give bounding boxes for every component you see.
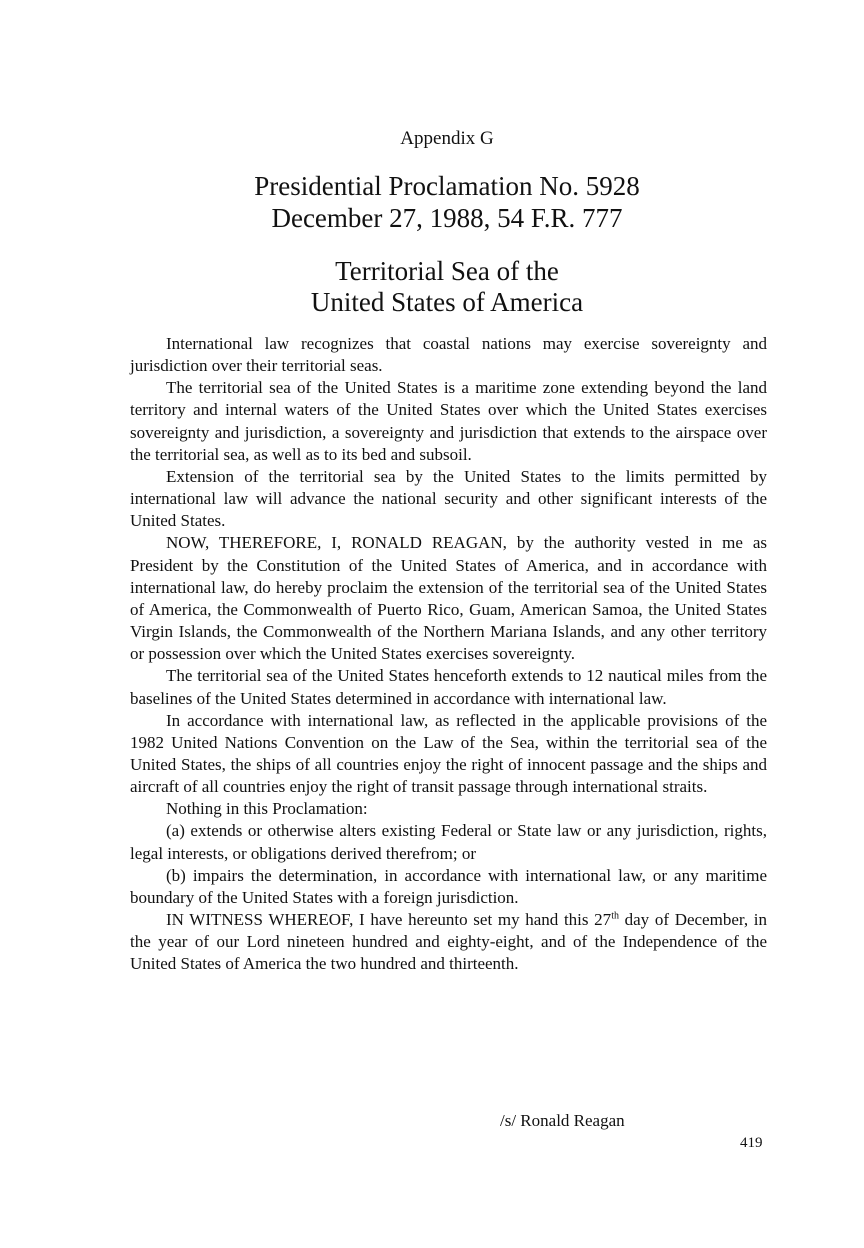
paragraph-7: Nothing in this Proclamation: xyxy=(166,799,368,819)
signature: /s/ Ronald Reagan xyxy=(500,1111,625,1130)
proclamation-body xyxy=(130,333,767,976)
paragraph-8: (a) extends or otherwise alters existing Federal or State law or any jurisdiction, rights, legal interests, or obligations derived therefrom; or xyxy=(130,821,767,863)
paragraph-3: Extension of the territorial sea by the United States to the limits permitted by international law will advance the national security and other significant interests of the United States. xyxy=(130,466,767,531)
paragraph-2: The territorial sea of the United States is a maritime zone extending beyond the land territory and internal waters of the United States over which the United States exercises sovereignty and jurisdiction, a sovereignty and jurisdiction that extends to the airspace over the territorial sea, as well as to its bed and subsoil. xyxy=(130,378,767,464)
page-subtitle xyxy=(0,256,864,318)
title-line-1: Presidential Proclamation No. 5928 xyxy=(254,171,640,201)
ordinal-suffix: th xyxy=(611,910,619,922)
title-line-2: December 27, 1988, 54 F.R. 777 xyxy=(271,203,623,233)
page-title xyxy=(0,170,864,234)
paragraph-6: In accordance with international law, as reflected in the applicable provisions of the 1982 United Nations Convention on the Law of the Sea, within the territorial sea of the United States, the ships of all countries enjoy the right of innocent passage and the ships and aircraft of all countries enjoy the right of transit passage through international straits. xyxy=(130,710,767,797)
paragraph-9: (b) impairs the determination, in accordance with international law, or any maritime boundary of the United States with a foreign jurisdiction. xyxy=(130,865,767,907)
paragraph-5: The territorial sea of the United States henceforth extends to 12 nautical miles from the baselines of the United States determined in accordance with international law. xyxy=(130,666,767,708)
subtitle-line-1: Territorial Sea of the xyxy=(335,256,559,286)
paragraph-10 xyxy=(130,909,767,975)
paragraph-4: NOW, THEREFORE, I, RONALD REAGAN, by the authority vested in me as President by the Constitution of the United States of America, and in accordance with international law, do hereby proclaim the extension of the territorial sea of the United States of America, the Commonwealth of Puerto Rico, Guam, American Samoa, the United States Virgin Islands, the Commonwealth of the Northern Mariana Islands, and any other territory or possession over which the United States exercises sovereignty. xyxy=(130,533,767,664)
appendix-label: Appendix G xyxy=(400,128,494,149)
witness-text-start: IN WITNESS WHEREOF, I have hereunto set my hand this 27 xyxy=(166,910,612,930)
paragraph-1: International law recognizes that coastal nations may exercise sovereignty and jurisdiction over their territorial seas. xyxy=(130,334,767,376)
witness-text-end: day of December, in the year of our Lord nineteen hundred and eighty-eight, and of the Independence of the United States of America the two hundred and thirteenth. xyxy=(130,910,767,974)
subtitle-line-2: United States of America xyxy=(310,287,584,317)
page-number: 419 xyxy=(740,1135,763,1151)
